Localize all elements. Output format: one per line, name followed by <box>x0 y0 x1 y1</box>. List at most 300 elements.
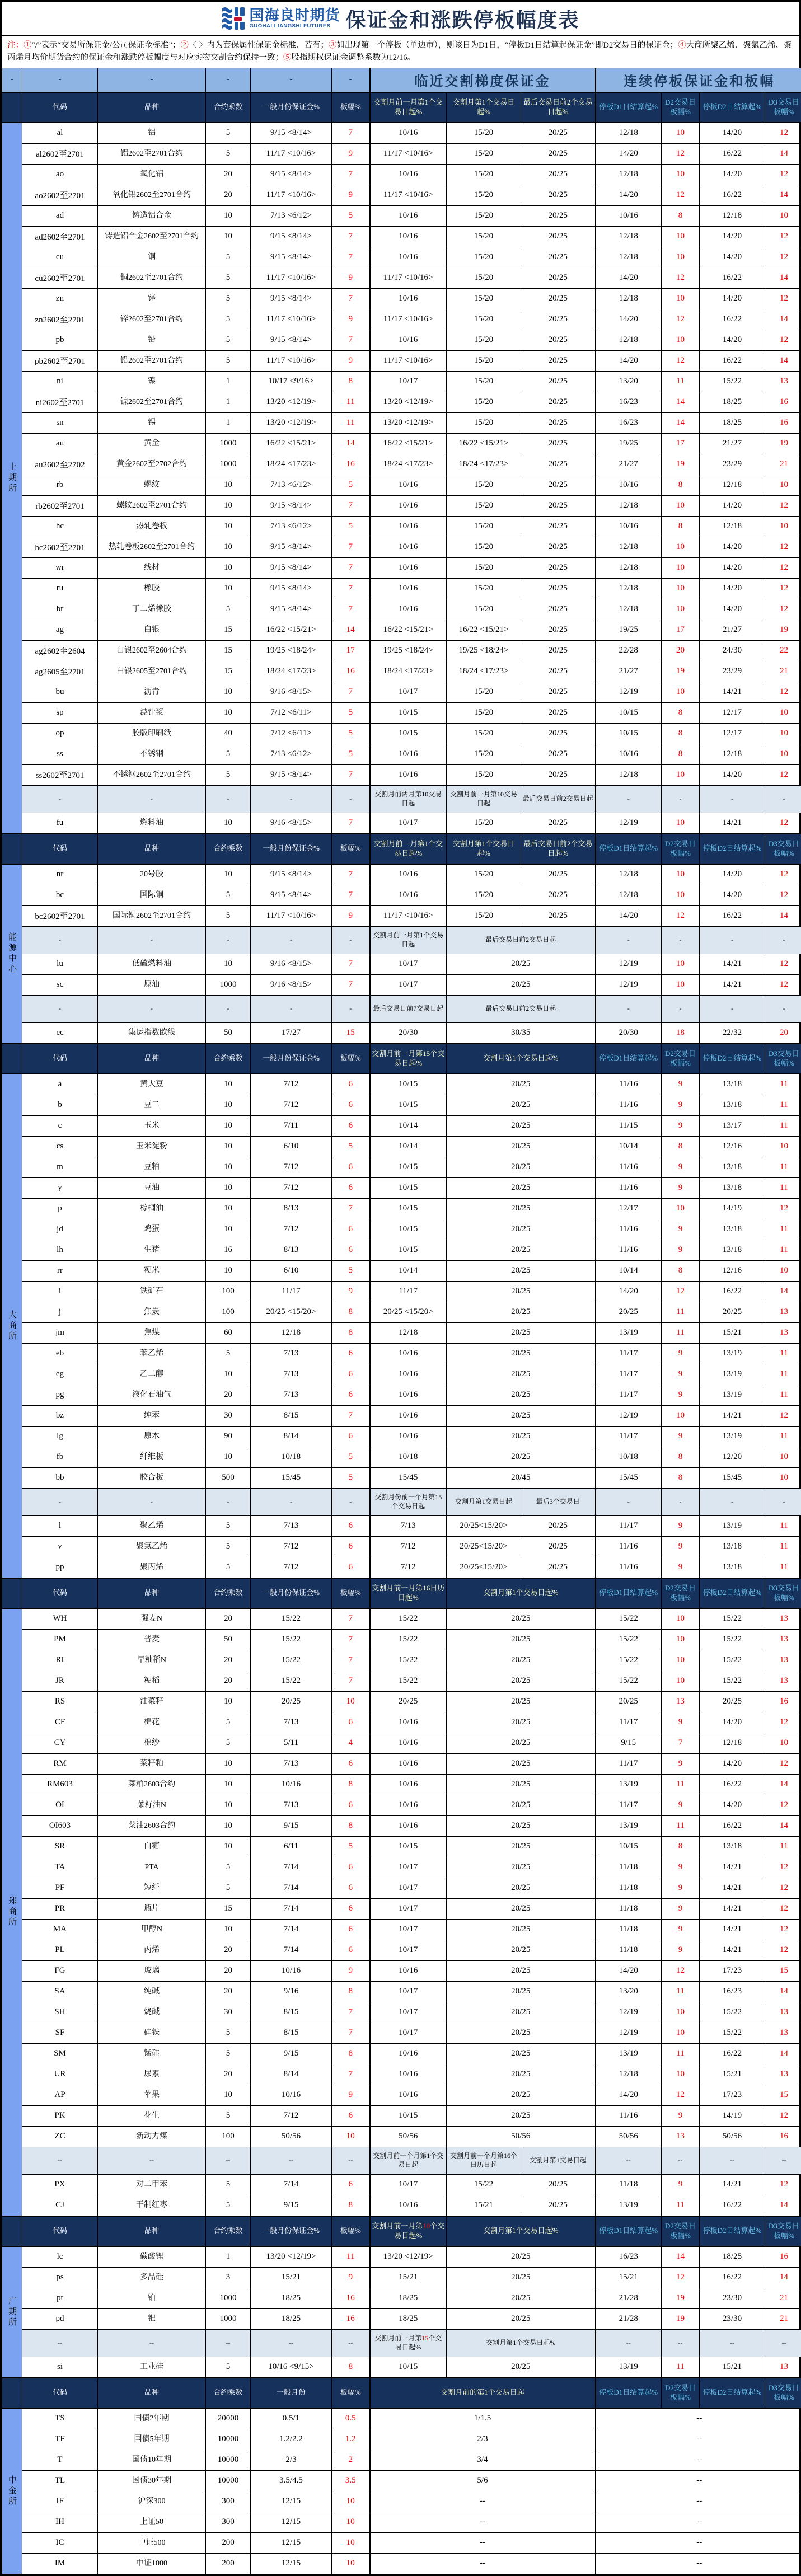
d2-band-cell: 19 <box>662 2308 700 2329</box>
delivery-1-cell: 10/16 <box>370 1364 447 1385</box>
delivery-1-cell: 10/17 <box>370 371 447 392</box>
d1-margin-cell: 11/17 <box>596 1385 662 1405</box>
code-cell: l <box>22 1515 98 1536</box>
exchange-label: 大商所 <box>2 1074 22 1578</box>
band-pct-cell: 7 <box>332 1405 370 1426</box>
general-margin-cell: 9/15 <box>251 2195 332 2216</box>
multiplier-cell: 5 <box>206 2105 251 2126</box>
d2-margin-cell: 16/22 <box>700 1281 765 1302</box>
delivery-2-cell: 15/20 <box>447 578 521 599</box>
code-cell: sp <box>22 702 98 723</box>
delivery-3-cell: 20/25 <box>521 412 596 433</box>
variety-cell: 原油 <box>98 974 206 995</box>
d3-band-cell: 13 <box>765 1650 801 1671</box>
band-pct-cell: -- <box>332 2329 370 2357</box>
delivery-1-cell: 16/22 <15/21> <box>370 620 447 640</box>
table-row <box>2 764 801 785</box>
table-row <box>2 143 801 164</box>
d2-margin-cell: 14/19 <box>700 1198 765 1219</box>
column-header: D2交易日板幅% <box>662 2378 700 2408</box>
d1-margin-cell: 12/18 <box>596 557 662 578</box>
band-pct-cell: 7 <box>332 226 370 247</box>
d2-band-cell: 12 <box>662 1960 700 1981</box>
delivery-1-cell <box>370 2329 447 2357</box>
delivery-1-cell: 交割月前一个月第1个交易日起 <box>370 2147 447 2174</box>
delivery-2-cell: 18/24 <17/23> <box>447 661 521 682</box>
variety-cell: -- <box>98 2329 206 2357</box>
variety-cell: 铸造铝合金 <box>98 205 206 226</box>
variety-cell: 镍 <box>98 371 206 392</box>
multiplier-cell: 10 <box>206 1447 251 1467</box>
variety-cell: 菜籽油N <box>98 1795 206 1815</box>
delivery-1-cell: 19/25 <18/24> <box>370 640 447 661</box>
delivery-2-cell: 15/20 <box>447 702 521 723</box>
multiplier-cell: 5 <box>206 1343 251 1364</box>
delivery-3-cell: 20/25 <box>521 620 596 640</box>
column-header: 交割月前的第1个交易日起 <box>370 2378 596 2408</box>
note-text: “/”表示“交易所保证金/公司保证金标准”； <box>32 41 181 50</box>
code-cell: IC <box>22 2532 98 2553</box>
band-pct-cell: 9 <box>332 309 370 330</box>
d3-band-cell: 12 <box>765 974 801 995</box>
delivery-2-cell: 20/45 <box>447 1467 596 1488</box>
code-cell: jd <box>22 1219 98 1240</box>
band-pct-cell: 7 <box>332 330 370 350</box>
table-row <box>2 1836 801 1857</box>
table-row <box>2 123 801 144</box>
variety-cell: 不锈钢2602至2701合约 <box>98 764 206 785</box>
d3-band-cell: 10 <box>765 1260 801 1281</box>
delivery-2-cell: 20/25 <box>447 1836 596 1857</box>
d2-band-cell: 10 <box>662 226 700 247</box>
column-header <box>370 2216 447 2246</box>
logo-text <box>249 8 340 29</box>
title-bar <box>2 2 799 35</box>
band-pct-cell: 6 <box>332 2105 370 2126</box>
variety-cell: - <box>98 926 206 954</box>
d3-band-cell: 11 <box>765 1240 801 1260</box>
band-pct-cell: 10 <box>332 2491 370 2512</box>
delivery-1-cell: 18/24 <17/23> <box>370 454 447 475</box>
d2-margin-cell: 20/25 <box>700 1302 765 1322</box>
column-header: 交割月第1个交易日起% <box>447 1044 596 1074</box>
variety-cell: 铅2602至2701合约 <box>98 350 206 371</box>
delivery-1-cell: 7/12 <box>370 1557 447 1578</box>
delivery-3-cell: 20/25 <box>521 309 596 330</box>
variety-cell: 锌 <box>98 288 206 309</box>
delivery-1-cell: 10/16 <box>370 205 447 226</box>
multiplier-cell: 5 <box>206 143 251 164</box>
code-cell: OI <box>22 1795 98 1815</box>
general-margin-cell: 11/17 <10/16> <box>251 185 332 205</box>
d1-margin-cell: - <box>596 785 662 813</box>
variety-cell: 碳酸锂 <box>98 2246 206 2268</box>
multiplier-cell: 5 <box>206 1557 251 1578</box>
delivery-2-cell: 15/20 <box>447 226 521 247</box>
d2-band-cell: 13 <box>662 1691 700 1712</box>
table-row <box>2 974 801 995</box>
delivery-1-cell: 10/16 <box>370 226 447 247</box>
d2-band-cell: 9 <box>662 1857 700 1878</box>
code-cell: PL <box>22 1940 98 1960</box>
code-cell: ni2602至2701 <box>22 392 98 412</box>
d2-margin-cell: 14/20 <box>700 288 765 309</box>
delivery-2-cell: 20/25 <box>447 2267 596 2288</box>
table-row <box>2 1650 801 1671</box>
general-margin-cell: 15/22 <box>251 1608 332 1630</box>
table-row <box>2 2043 801 2064</box>
multiplier-cell: -- <box>206 2147 251 2174</box>
code-cell: SM <box>22 2043 98 2064</box>
general-margin-cell: 9/15 <8/14> <box>251 288 332 309</box>
multiplier-cell: 10 <box>206 1219 251 1240</box>
variety-cell: - <box>98 1488 206 1515</box>
code-cell: al <box>22 123 98 144</box>
variety-cell: 燃料油 <box>98 813 206 834</box>
band-pct-cell: 9 <box>332 185 370 205</box>
table-row <box>2 1629 801 1650</box>
note-text: 大商所聚乙烯、聚氯乙烯、聚丙烯月均价期货合约的保证金和涨跌停板幅度与对应实物交割合约保持一致； <box>7 41 791 62</box>
table-row <box>2 578 801 599</box>
variety-cell: 钯 <box>98 2308 206 2329</box>
column-header-row <box>2 2378 801 2408</box>
d1-margin-cell: 10/16 <box>596 516 662 537</box>
multiplier-cell: 300 <box>206 2512 251 2532</box>
column-header: 停板D2日结算起% <box>700 2378 765 2408</box>
d2-margin-cell: 16/22 <box>700 2267 765 2288</box>
delivery-2-cell: 20/25 <box>447 1260 596 1281</box>
delivery-2-cell: 15/20 <box>447 537 521 557</box>
multiplier-cell: - <box>206 785 251 813</box>
table-row <box>2 288 801 309</box>
d2-margin-cell: 16/22 <box>700 1815 765 1836</box>
multiplier-cell: 10 <box>206 1157 251 1177</box>
delivery-2-cell: 30/35 <box>447 1022 596 1044</box>
band-pct-cell: 5 <box>332 1136 370 1157</box>
column-header: 合约乘数 <box>206 92 251 123</box>
column-header: 代码 <box>22 1578 98 1608</box>
d2-band-cell: 11 <box>662 1981 700 2002</box>
delivery-1-cell: 10/16 <box>370 516 447 537</box>
code-cell: cu <box>22 247 98 268</box>
table-row <box>2 1219 801 1240</box>
multiplier-cell: 10 <box>206 1198 251 1219</box>
band-pct-cell: 8 <box>332 371 370 392</box>
d2-band-cell: 14 <box>662 2246 700 2268</box>
d2-band-cell: 9 <box>662 1385 700 1405</box>
code-cell: cs <box>22 1136 98 1157</box>
d3-band-cell: 12 <box>765 864 801 885</box>
d3-band-cell: 12 <box>765 247 801 268</box>
column-header: 一般月份保证金% <box>251 1044 332 1074</box>
table-row <box>2 1919 801 1940</box>
delivery-2-cell: 15/20 <box>447 247 521 268</box>
d2-band-cell: 12 <box>662 309 700 330</box>
general-margin-cell: - <box>251 1488 332 1515</box>
multiplier-cell: 10 <box>206 1177 251 1198</box>
header-text-part: 交割月前一月第 <box>374 2334 421 2342</box>
d2-band-cell: 11 <box>662 1815 700 1836</box>
variety-cell: 铝 <box>98 123 206 144</box>
delivery-1-cell: 10/16 <box>370 1774 447 1795</box>
column-header-row <box>2 92 801 123</box>
d1-margin-cell: 11/18 <box>596 1898 662 1919</box>
band-pct-cell: 8 <box>332 2043 370 2064</box>
general-margin-cell: 9/16 <8/15> <box>251 813 332 834</box>
d1-margin-cell: 12/18 <box>596 226 662 247</box>
delivery-3-cell: 20/25 <box>521 143 596 164</box>
d2-band-cell: 10 <box>662 1405 700 1426</box>
multiplier-cell: 10 <box>206 2085 251 2105</box>
band-pct-cell: 6 <box>332 1795 370 1815</box>
delivery-3-cell: 20/25 <box>521 247 596 268</box>
d1-margin-cell: 13/19 <box>596 1815 662 1836</box>
general-margin-cell: 10/17 <9/16> <box>251 371 332 392</box>
multiplier-cell: 10 <box>206 1795 251 1815</box>
d3-band-cell: 14 <box>765 1815 801 1836</box>
code-cell: bb <box>22 1467 98 1488</box>
column-header: 板幅% <box>332 92 370 123</box>
variety-cell: 粳稻 <box>98 1671 206 1691</box>
band-pct-cell: 11 <box>332 412 370 433</box>
delivery-2-cell: 20/25 <box>447 1074 596 1095</box>
general-margin-cell: 7/12 <box>251 1557 332 1578</box>
delivery-2-cell: 18/24 <17/23> <box>447 454 521 475</box>
general-margin-cell: 13/20 <12/19> <box>251 2246 332 2268</box>
code-cell: hc2602至2701 <box>22 537 98 557</box>
d1-margin-cell: 15/22 <box>596 1650 662 1671</box>
band-dash: - <box>206 68 251 92</box>
multiplier-cell: 10 <box>206 1115 251 1136</box>
code-cell: hc <box>22 516 98 537</box>
d1-margin-cell: 16/23 <box>596 2246 662 2268</box>
general-margin-cell: 7/14 <box>251 1898 332 1919</box>
d3-band-cell: 13 <box>765 2064 801 2085</box>
multiplier-cell: 1000 <box>206 2288 251 2308</box>
d3-band-cell: 20 <box>765 1022 801 1044</box>
note-text: 如出现第一个停板（单边市），则该日为D1日，“停板D1日结算起保证金”即D2交易日的保证金； <box>336 41 678 50</box>
delivery-1-cell: 18/25 <box>370 2308 447 2329</box>
multiplier-cell: 5 <box>206 1878 251 1898</box>
table-row <box>2 1712 801 1733</box>
multiplier-cell: 10 <box>206 1074 251 1095</box>
d3-band-cell: 12 <box>765 813 801 834</box>
general-margin-cell: 7/13 <box>251 1753 332 1774</box>
d1-margin-cell: 14/20 <box>596 185 662 205</box>
delivery-1-cell: 13/20 <12/19> <box>370 2246 447 2268</box>
delivery-2-cell: 20/25 <box>447 2085 596 2105</box>
header-corner-cell <box>2 2378 22 2408</box>
code-cell: - <box>22 995 98 1022</box>
general-margin-cell: 5/11 <box>251 1733 332 1753</box>
delivery-1-cell: 10/15 <box>370 2105 447 2126</box>
general-margin-cell: 7/13 <box>251 1712 332 1733</box>
delivery-1-cell: 15/45 <box>370 1467 447 1488</box>
delivery-1-cell: 10/17 <box>370 1940 447 1960</box>
d2-band-cell: 9 <box>662 1095 700 1115</box>
d2-margin-cell: 14/20 <box>700 578 765 599</box>
d2-margin-cell: 14/21 <box>700 682 765 702</box>
delivery-1-cell: 10/14 <box>370 1136 447 1157</box>
multiplier-cell: 10 <box>206 1919 251 1940</box>
table-row <box>2 2512 801 2532</box>
multiplier-cell: 10 <box>206 1815 251 1836</box>
d1-margin-cell: 12/19 <box>596 954 662 974</box>
table-row <box>2 350 801 371</box>
delivery-2-cell: 20/25 <box>447 1426 596 1447</box>
column-header: 代码 <box>22 2378 98 2408</box>
band-pct-cell: 5 <box>332 1836 370 1857</box>
d2-band-cell: 10 <box>662 557 700 578</box>
delivery-1-cell: 10/18 <box>370 1447 447 1467</box>
code-cell: pg <box>22 1385 98 1405</box>
table-row <box>2 1671 801 1691</box>
logo-en: GUOHAI LIANGSHI FUTURES <box>249 24 340 29</box>
delivery-2-cell: 交割月第1个交易日起% <box>447 2329 596 2357</box>
multiplier-cell: 10 <box>206 537 251 557</box>
d1-margin-cell: 16/23 <box>596 412 662 433</box>
delivery-3-cell: 最后3个交易日 <box>521 1488 596 1515</box>
band-pct-cell: 7 <box>332 954 370 974</box>
variety-cell: 丙烯 <box>98 1940 206 1960</box>
variety-cell: 尿素 <box>98 2064 206 2085</box>
delivery-2-cell: 20/25 <box>447 1219 596 1240</box>
d2-margin-cell: 16/22 <box>700 185 765 205</box>
delivery-2-cell: 20/25<15/20> <box>447 1515 521 1536</box>
table-row <box>2 2357 801 2378</box>
delivery-3-cell: 20/25 <box>521 885 596 905</box>
d2-band-cell: 19 <box>662 661 700 682</box>
delivery-2-cell: 15/20 <box>447 350 521 371</box>
general-margin-cell: 6/10 <box>251 1260 332 1281</box>
d3-band-cell: 12 <box>765 1940 801 1960</box>
code-cell: pb2602至2701 <box>22 350 98 371</box>
code-cell: rb <box>22 475 98 495</box>
sub-header-row <box>2 995 801 1022</box>
general-margin-cell: 15/45 <box>251 1467 332 1488</box>
delivery-1-cell: 11/17 <10/16> <box>370 268 447 288</box>
d2-band-cell: 19 <box>662 454 700 475</box>
table-row <box>2 1608 801 1630</box>
table-row <box>2 454 801 475</box>
multiplier-cell: 500 <box>206 1467 251 1488</box>
multiplier-cell: 90 <box>206 1426 251 1447</box>
column-header: 停板D1日结算起% <box>596 92 662 123</box>
d3-band-cell: 11 <box>765 1074 801 1095</box>
delivery-2-cell: 20/25 <box>447 1753 596 1774</box>
multiplier-cell: 20 <box>206 164 251 185</box>
variety-cell: 白银2605至2701合约 <box>98 661 206 682</box>
variety-cell: 镍2602至2701合约 <box>98 392 206 412</box>
general-margin-cell: 9/15 <8/14> <box>251 226 332 247</box>
delivery-3-cell: 20/25 <box>521 537 596 557</box>
column-header: D3交易日板幅% <box>765 2216 801 2246</box>
code-cell: pd <box>22 2308 98 2329</box>
delivery-1-cell: 10/15 <box>370 1177 447 1198</box>
d3-band-cell: 14 <box>765 2195 801 2216</box>
multiplier-cell: 20000 <box>206 2408 251 2429</box>
band-pct-cell: 7 <box>332 495 370 516</box>
general-margin-cell: 18/25 <box>251 2308 332 2329</box>
variety-cell: -- <box>98 2147 206 2174</box>
d3-band-cell: 14 <box>765 268 801 288</box>
d3-band-cell: 12 <box>765 578 801 599</box>
variety-cell: 铜 <box>98 247 206 268</box>
d2-band-cell: 10 <box>662 495 700 516</box>
delivery-2-cell: 15/20 <box>447 744 521 764</box>
d1-margin-cell: 11/17 <box>596 1753 662 1774</box>
d3-band-cell: 11 <box>765 1536 801 1557</box>
multiplier-cell: 15 <box>206 640 251 661</box>
delivery-2-cell: 20/25 <box>447 1774 596 1795</box>
d3-band-cell: 12 <box>765 1753 801 1774</box>
table-row <box>2 1136 801 1157</box>
table-row <box>2 640 801 661</box>
column-header: 一般月份保证金% <box>251 2216 332 2246</box>
delivery-3-cell: 20/25 <box>521 226 596 247</box>
code-cell: al2602至2701 <box>22 143 98 164</box>
d3-band-cell: 21 <box>765 454 801 475</box>
d2-band-cell: 8 <box>662 475 700 495</box>
column-header: D2交易日板幅% <box>662 1044 700 1074</box>
d2-band-cell: 9 <box>662 1557 700 1578</box>
general-margin-cell: 7/13 <box>251 1795 332 1815</box>
d1-margin-cell: 15/22 <box>596 1629 662 1650</box>
multiplier-cell: 10 <box>206 813 251 834</box>
code-cell: PX <box>22 2174 98 2195</box>
d1-margin-cell: 11/17 <box>596 1364 662 1385</box>
band-pct-cell: 0.5 <box>332 2408 370 2429</box>
d3-band-cell: 12 <box>765 1898 801 1919</box>
variety-cell: 早籼稻N <box>98 1650 206 1671</box>
delivery-1-cell: 20/25 <15/20> <box>370 1302 447 1322</box>
multiplier-cell: 5 <box>206 2357 251 2378</box>
table-row <box>2 1447 801 1467</box>
delivery-2-cell: 20/25 <box>447 2357 596 2378</box>
d2-margin-cell: 13/18 <box>700 1240 765 1260</box>
column-header: D2交易日板幅% <box>662 92 700 123</box>
delivery-2-cell: 20/25 <box>447 1671 596 1691</box>
logo-cn: 国海良时期货 <box>249 8 340 22</box>
d1-margin-cell: 19/25 <box>596 620 662 640</box>
table-row <box>2 1281 801 1302</box>
table-row <box>2 2532 801 2553</box>
band-pct-cell: 7 <box>332 682 370 702</box>
general-margin-cell: 11/17 <10/16> <box>251 309 332 330</box>
variety-cell: 20号胶 <box>98 864 206 885</box>
table-row <box>2 702 801 723</box>
d2-margin-cell: 18/25 <box>700 392 765 412</box>
delivery-1-cell: 10/16 <box>370 123 447 144</box>
band-pct-cell: 6 <box>332 1095 370 1115</box>
code-cell: zn <box>22 288 98 309</box>
code-cell: pp <box>22 1557 98 1578</box>
d2-band-cell: 10 <box>662 2002 700 2023</box>
delivery-2-cell: 20/25 <box>447 1940 596 1960</box>
band-pct-cell: 6 <box>332 1857 370 1878</box>
header-corner-cell <box>2 1044 22 1074</box>
d1-margin-cell: -- <box>596 2429 801 2450</box>
d2-margin-cell: 14/20 <box>700 226 765 247</box>
general-margin-cell: - <box>251 785 332 813</box>
delivery-1-cell: 10/16 <box>370 744 447 764</box>
d1-margin-cell: 10/18 <box>596 1447 662 1467</box>
multiplier-cell: 10 <box>206 495 251 516</box>
general-margin-cell: 7/12 <6/11> <box>251 723 332 744</box>
multiplier-cell: 15 <box>206 620 251 640</box>
table-row <box>2 682 801 702</box>
d3-band-cell: 15 <box>765 2085 801 2105</box>
